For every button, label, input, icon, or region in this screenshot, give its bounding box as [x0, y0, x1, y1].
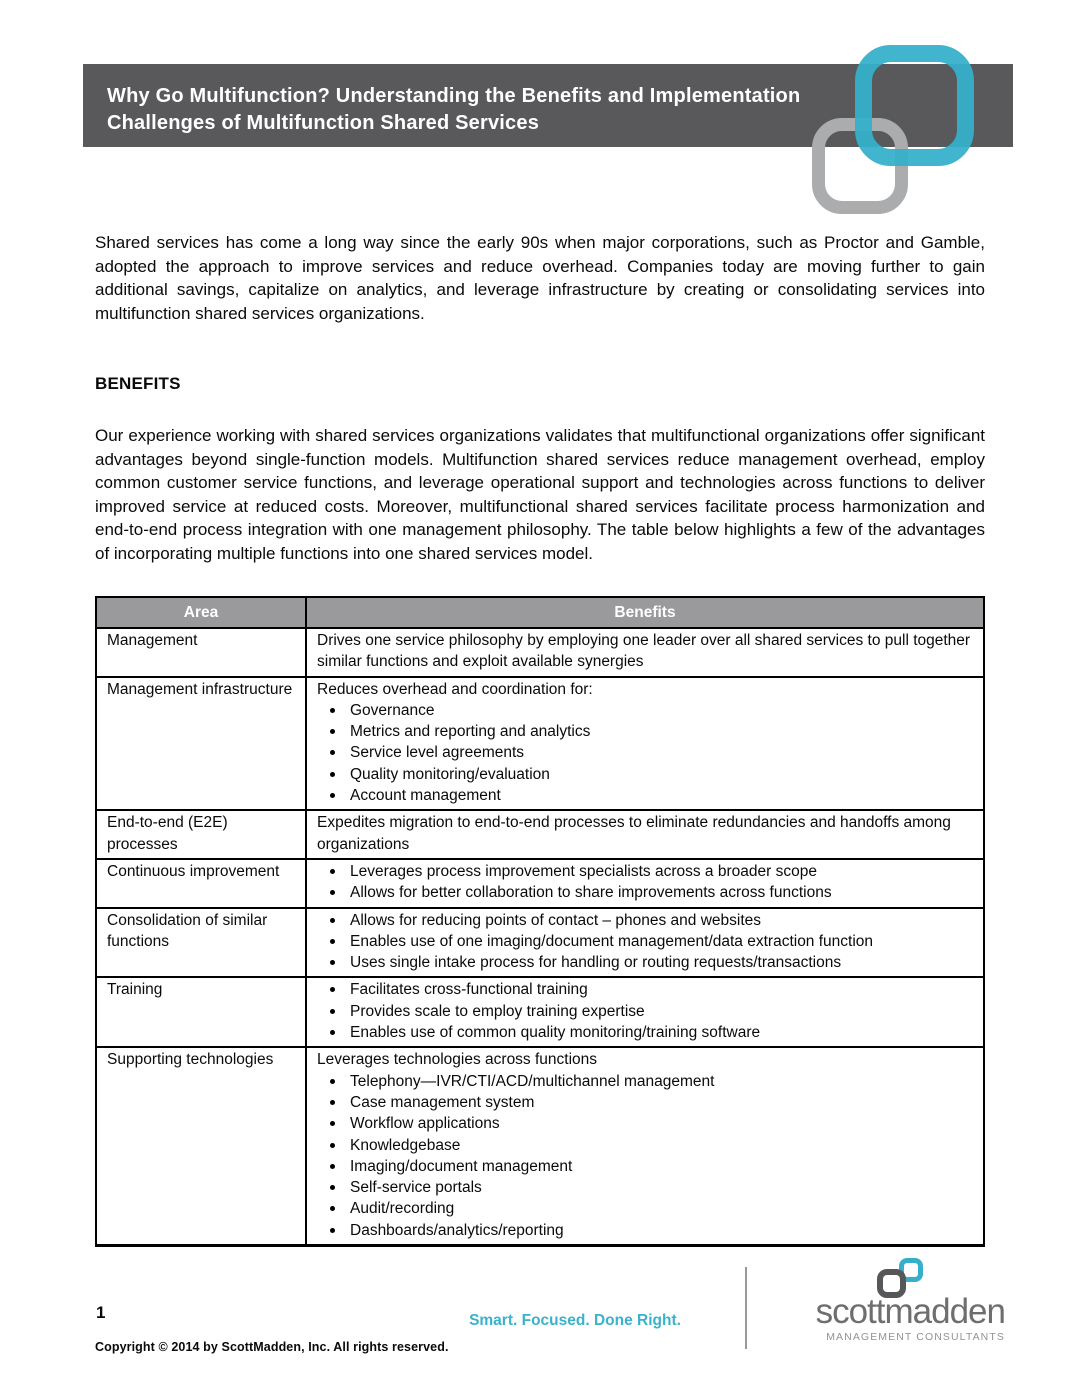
benefits-cell [306, 677, 984, 811]
benefits-cell [306, 810, 984, 859]
brand-tagline: Smart. Focused. Done Right. [469, 1312, 681, 1329]
bullet-item: Imaging/document management [317, 1156, 973, 1177]
table-header-row [96, 597, 984, 628]
logo-subtext: MANAGEMENT CONSULTANTS [826, 1331, 1005, 1343]
benefit-text: Expedites migration to end-to-end processes to eliminate redundancies and handoffs among organizations [317, 814, 951, 853]
scottmadden-logo [805, 1258, 1005, 1343]
bullet-item: Quality monitoring/evaluation [317, 764, 973, 785]
area-cell: Continuous improvement [96, 859, 306, 908]
benefit-text: Reduces overhead and coordination for: [317, 680, 593, 698]
table-row [96, 628, 984, 677]
footer-divider [745, 1267, 747, 1349]
table-row [96, 908, 984, 978]
benefit-text: Leverages technologies across functions [317, 1051, 598, 1069]
benefits-cell [306, 628, 984, 677]
bullet-item: Allows for better collaboration to share improvements across functions [317, 882, 973, 903]
bullet-item: Enables use of one imaging/document management/data extraction function [317, 931, 973, 952]
column-header-area: Area [96, 597, 306, 628]
area-cell: Training [96, 977, 306, 1047]
page-title-line2: Challenges of Multifunction Shared Services [107, 112, 540, 134]
bullet-item: Knowledgebase [317, 1135, 973, 1156]
table-row [96, 859, 984, 908]
logo-wordmark: scottmadden [815, 1292, 1005, 1331]
bullet-item: Workflow applications [317, 1113, 973, 1134]
area-cell: Supporting technologies [96, 1047, 306, 1245]
bullet-list [317, 861, 973, 904]
page-number: 1 [96, 1303, 106, 1322]
intro-paragraph: Shared services has come a long way since the early 90s when major corporations, such as Proctor and Gamble, adopted the approach to improve services and reduce overhead. Companies today are moving further to gain additional savings, capitalize on analytics, and leverage infrastructure by creating or consolidating services into multifunction shared services organizations. [95, 233, 985, 323]
bullet-list [317, 910, 973, 974]
bullet-item: Audit/recording [317, 1198, 973, 1219]
benefits-table [95, 596, 985, 1247]
bullet-item: Uses single intake process for handling or routing requests/transactions [317, 952, 973, 973]
area-cell: End-to-end (E2E) processes [96, 810, 306, 859]
bullet-item: Dashboards/analytics/reporting [317, 1220, 973, 1241]
table-row [96, 677, 984, 811]
bullet-item: Telephony—IVR/CTI/ACD/multichannel management [317, 1071, 973, 1092]
bullet-item: Account management [317, 785, 973, 806]
copyright-notice: Copyright © 2014 by ScottMadden, Inc. All rights reserved. [95, 1340, 449, 1354]
benefits-cell [306, 977, 984, 1047]
bullet-item: Provides scale to employ training expertise [317, 1001, 973, 1022]
bullet-item: Facilitates cross-functional training [317, 979, 973, 1000]
bullet-item: Leverages process improvement specialists across a broader scope [317, 861, 973, 882]
benefits-cell [306, 908, 984, 978]
table-row [96, 977, 984, 1047]
bullet-item: Metrics and reporting and analytics [317, 721, 973, 742]
page-title-line1: Why Go Multifunction? Understanding the Benefits and Implementation [107, 85, 801, 107]
table-row [96, 1047, 984, 1245]
table-row [96, 810, 984, 859]
bullet-item: Service level agreements [317, 742, 973, 763]
benefits-cell [306, 1047, 984, 1245]
bullet-item: Case management system [317, 1092, 973, 1113]
benefit-text: Drives one service philosophy by employing one leader over all shared services to pull together similar functions and exploit available synergies [317, 632, 971, 671]
benefits-heading: BENEFITS [95, 374, 181, 393]
bullet-item: Enables use of common quality monitoring/training software [317, 1022, 973, 1043]
bullet-item: Allows for reducing points of contact – phones and websites [317, 910, 973, 931]
benefits-paragraph: Our experience working with shared services organizations validates that multifunctional organizations offer significant advantages beyond single-function models. Multifunction shared services reduce management overhead, employ common customer service functions, and leverage operational support and technologies across functions to deliver improved service at reduced costs. Moreover, multifunctional shared services facilitate process harmonization and end-to-end process integration with one management philosophy. The table below highlights a few of the advantages of incorporating multiple functions into one shared services model. [95, 426, 985, 563]
area-cell: Management infrastructure [96, 677, 306, 811]
bullet-list [317, 979, 973, 1043]
bullet-list [317, 1071, 973, 1241]
area-cell: Consolidation of similar functions [96, 908, 306, 978]
bullet-list [317, 700, 973, 806]
bullet-item: Self-service portals [317, 1177, 973, 1198]
bullet-item: Governance [317, 700, 973, 721]
benefits-cell [306, 859, 984, 908]
scottmadden-logo-icon [877, 1258, 923, 1298]
logo-gray-square-icon [877, 1269, 906, 1298]
column-header-benefits: Benefits [306, 597, 984, 628]
area-cell: Management [96, 628, 306, 677]
